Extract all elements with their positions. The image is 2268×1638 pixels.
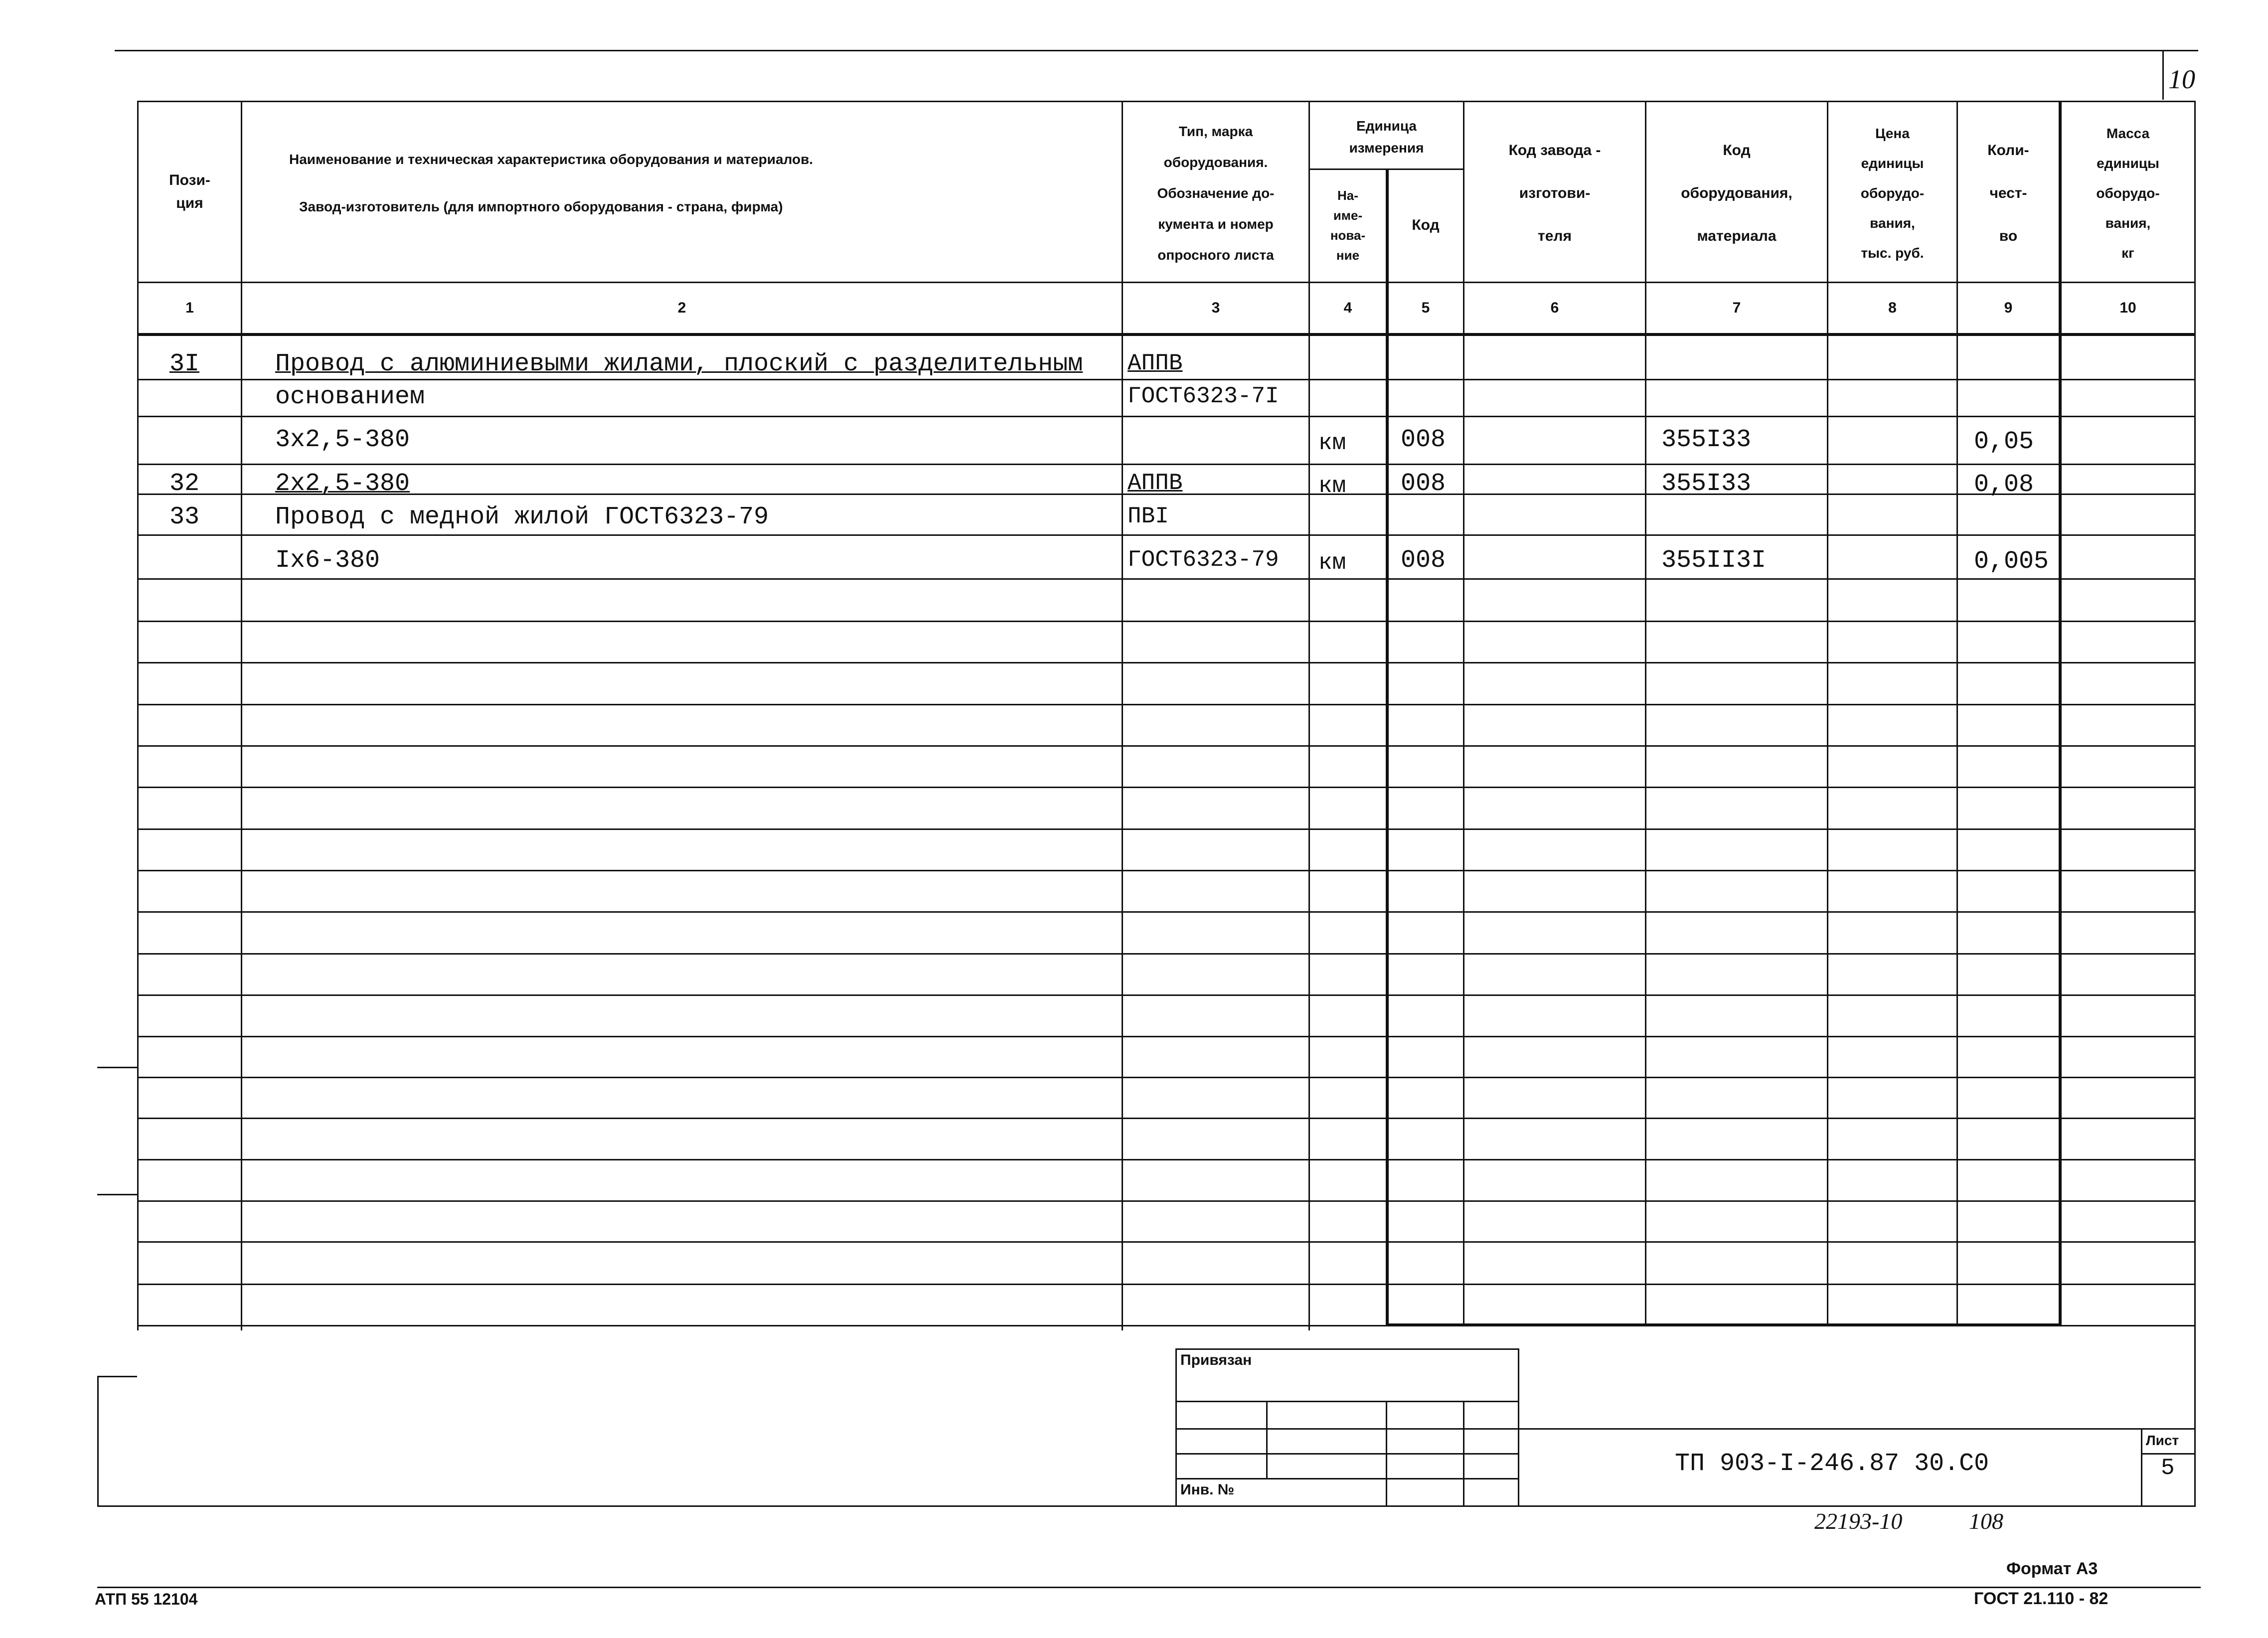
row-rule [137, 1159, 2196, 1160]
stamp-top [1175, 1348, 1519, 1350]
row-rule [137, 745, 2196, 747]
col-sep-4 [1386, 168, 1389, 1325]
stamp-rule-4 [1175, 1478, 1519, 1479]
stamp-rule-3 [1175, 1453, 1519, 1455]
header-position: Пози- ция [169, 172, 210, 211]
row-4-type: АППВ [1128, 470, 1183, 496]
table-top-border [137, 101, 2196, 102]
row-rule [137, 578, 2196, 580]
row-rule [137, 1118, 2196, 1119]
colnum-3: 3 [1211, 300, 1220, 316]
stamp-vsep-2 [1386, 1401, 1387, 1505]
row-5-position: 33 [169, 503, 200, 531]
row-4-quantity: 0,08 [1974, 471, 2034, 499]
row-3-name: 3х2,5-380 [275, 426, 410, 454]
row-rule [137, 1036, 2196, 1037]
stamp-privyazan-label: Привязан [1180, 1352, 1252, 1368]
row-3-unit: км [1318, 430, 1346, 456]
row-6-quantity: 0,005 [1974, 547, 2049, 576]
header-unit-group: Единица измерения [1349, 118, 1424, 156]
sheet-box-rule [2141, 1453, 2196, 1455]
row-4-position: 32 [169, 470, 200, 498]
row-rule [137, 1077, 2196, 1078]
header-unit-name: На- име- нова- ние [1330, 188, 1366, 263]
row-6-unit: км [1318, 550, 1346, 576]
row-3-code: 008 [1401, 426, 1446, 454]
footer-left-code: АТП 55 12104 [95, 1590, 198, 1608]
row-rule [137, 953, 2196, 955]
colnum-5: 5 [1421, 300, 1430, 316]
header-mass: Масса единицы оборудо- вания, кг [2096, 125, 2160, 261]
row-rule [137, 704, 2196, 705]
row-rule [137, 787, 2196, 788]
page-number: 10 [2168, 64, 2195, 94]
stamp-vsep-1 [1266, 1401, 1268, 1478]
frame-bottom-rule [97, 1505, 2196, 1507]
colnum-8: 8 [1888, 300, 1897, 316]
header-unit-code: Код [1412, 217, 1440, 233]
row-4-equipment-code: 355I33 [1661, 470, 1752, 498]
footer-gost: ГОСТ 21.110 - 82 [1974, 1589, 2108, 1608]
row-rule [137, 621, 2196, 622]
row-rule [137, 416, 2196, 417]
grid-bottom-rule [137, 1325, 2196, 1326]
header-name-line2: Завод-изготовитель (для импортного оборудования - страна, фирма) [299, 199, 783, 214]
sheet-label: Лист [2146, 1433, 2179, 1448]
row-2-name: основанием [275, 383, 425, 411]
margin-tick-2 [97, 1194, 137, 1195]
row-3-equipment-code: 355I33 [1661, 426, 1752, 454]
row-6-code: 008 [1401, 546, 1446, 575]
colnum-4: 4 [1343, 300, 1352, 316]
row-rule [137, 1200, 2196, 1202]
colnum-7: 7 [1732, 300, 1741, 316]
row-6-type: ГОСТ6323-79 [1128, 547, 1279, 573]
header-name-line1: Наименование и техническая характеристика оборудования и материалов. [289, 152, 813, 167]
document-code: ТП 903-I-246.87 30.С0 [1675, 1450, 1989, 1478]
row-6-name: Iх6-380 [275, 546, 380, 575]
handwritten-ref-1: 22193-10 [1814, 1508, 1903, 1534]
row-rule [137, 994, 2196, 996]
row-rule [137, 828, 2196, 830]
handwritten-ref-2: 108 [1969, 1508, 2003, 1534]
row-4-name: 2х2,5-380 [275, 470, 410, 498]
row-6-equipment-code: 355II3I [1661, 546, 1767, 575]
row-1-position: 3I [169, 350, 200, 378]
row-rule [137, 870, 2196, 871]
stamp-rule-1 [1175, 1401, 1519, 1402]
row-rule [137, 464, 2196, 465]
row-2-type: ГОСТ6323-7I [1128, 383, 1279, 409]
row-rule [137, 1241, 2196, 1243]
sheet-number: 5 [2161, 1455, 2175, 1481]
table-right-border [2194, 101, 2196, 1506]
stamp-inv-label: Инв. № [1180, 1481, 1235, 1498]
header-equipment-code: Код оборудования, материала [1681, 142, 1792, 244]
sheet-box-left [2141, 1430, 2142, 1505]
margin-strip-top [97, 1376, 137, 1377]
row-4-code: 008 [1401, 470, 1446, 498]
row-1-name: Провод с алюминиевыми жилами, плоский с разделительным [275, 350, 1083, 378]
colnum-9: 9 [2004, 300, 2013, 316]
stamp-vsep-3 [1463, 1401, 1464, 1505]
margin-strip [97, 1376, 99, 1506]
top-rule [115, 50, 2198, 51]
row-rule [137, 911, 2196, 913]
header-price: Цена единицы оборудо- вания, тыс. руб. [1860, 125, 1925, 261]
row-rule [137, 379, 2196, 380]
colnum-10: 10 [2119, 300, 2136, 316]
row-3-quantity: 0,05 [1974, 428, 2034, 456]
stamp-left [1175, 1348, 1177, 1505]
footer-rule [97, 1587, 2201, 1588]
row-rule [137, 534, 2196, 536]
row-rule [137, 662, 2196, 663]
colnum-2: 2 [677, 300, 686, 316]
row-5-name: Провод с медной жилой ГОСТ6323-79 [275, 503, 769, 531]
colnum-1: 1 [185, 300, 194, 316]
row-4-unit: км [1318, 473, 1346, 499]
header-type: Тип, марка оборудования. Обозначение до- кумента и номер опросного листа [1157, 123, 1275, 263]
row-5-type: ПВI [1128, 503, 1169, 529]
colnum-6: 6 [1550, 300, 1559, 316]
margin-tick-1 [97, 1067, 137, 1068]
row-1-type: АППВ [1128, 350, 1183, 376]
footer-format: Формат А3 [2006, 1559, 2098, 1578]
header-plant-code: Код завода - изготови- теля [1508, 142, 1601, 244]
stamp-right [1518, 1348, 1519, 1505]
stamp-rule-2 [1175, 1428, 2196, 1430]
row-rule [137, 1284, 2196, 1285]
page-number-box-left [2162, 50, 2164, 100]
header-quantity: Коли- чест- во [1987, 142, 2029, 244]
column-number-row-bottom [137, 333, 2196, 336]
